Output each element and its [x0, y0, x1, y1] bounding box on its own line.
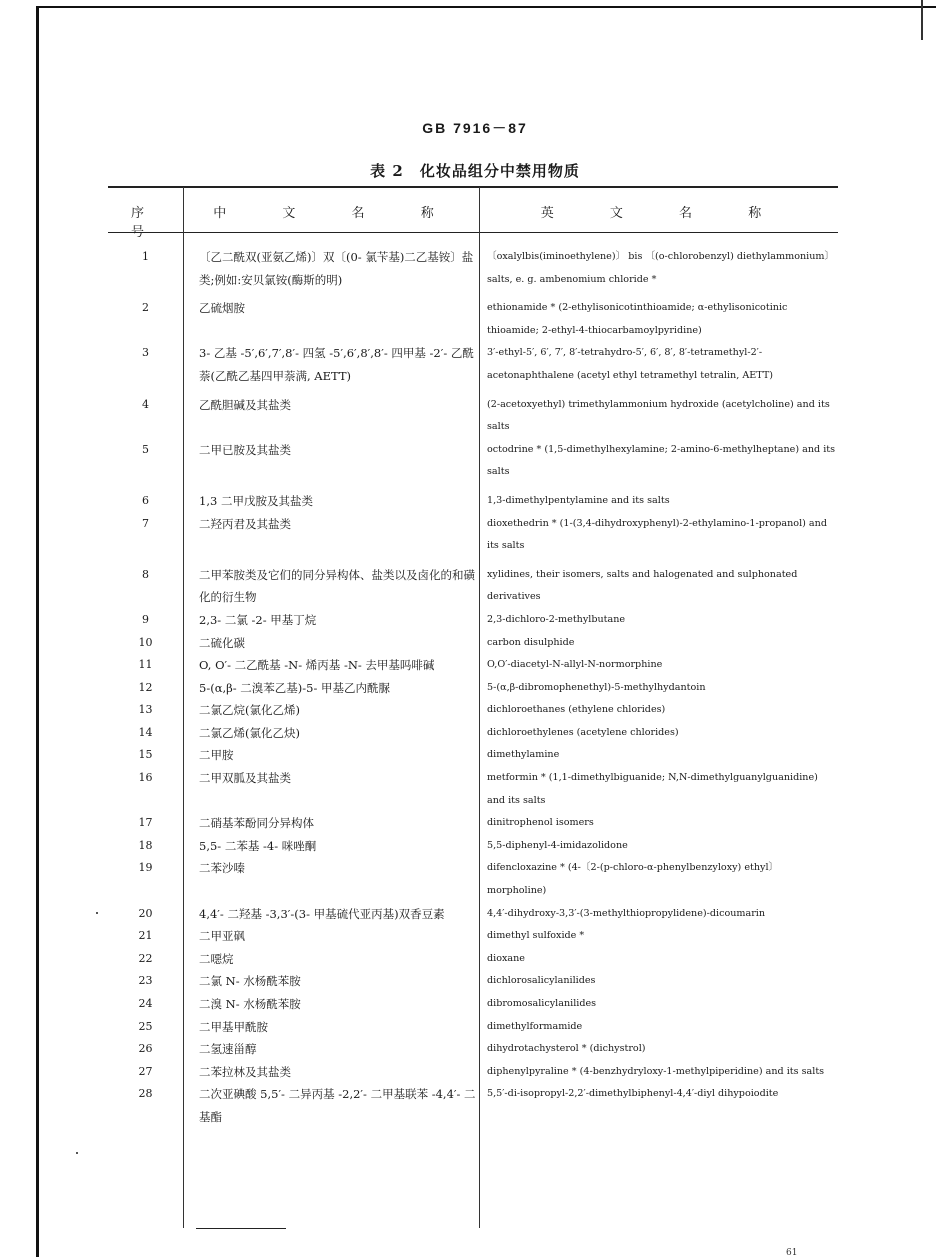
- chinese-name-cell: 二甲基甲酰胺: [199, 1019, 268, 1034]
- table-row: [108, 297, 838, 342]
- row-number: 2: [142, 301, 149, 315]
- english-name-cell: 5-(α,β-dibromophenethyl)-5-methylhydantoin: [487, 681, 706, 693]
- chinese-name-cell: 乙酰胆碱及其盐类: [199, 397, 291, 412]
- table-row: [108, 925, 838, 948]
- chinese-name-cell: 二苯拉林及其盐类: [199, 1064, 291, 1079]
- column-header-chinese-name: 中 文 名 称: [213, 206, 450, 221]
- table-row: [108, 812, 838, 835]
- english-name-cell: O,O′-diacetyl-N-allyl-N-normorphine: [487, 659, 663, 671]
- table-row: [108, 767, 838, 812]
- chinese-name-cell: 1,3 二甲戊胺及其盐类: [199, 493, 313, 508]
- english-name-cell: carbon disulphide: [487, 636, 575, 648]
- table-row: [108, 439, 838, 484]
- row-number: 24: [138, 997, 153, 1010]
- table-row: [108, 903, 838, 926]
- chinese-name-cell: 二甲双胍及其盐类: [199, 771, 291, 786]
- row-number: 28: [138, 1087, 153, 1101]
- english-name-cell: dimethyl sulfoxide *: [487, 930, 585, 942]
- english-name-cell: 5,5-diphenyl-4-imidazolidone: [487, 839, 628, 851]
- table-row: [108, 342, 838, 387]
- row-number: 26: [138, 1042, 153, 1056]
- english-name-cell: 〔oxalylbis(iminoethylene)〕 bis 〔(o-chlorobenzyl) diethylammonium〕 salts, e. g. ambenomium chloride *: [487, 251, 835, 285]
- row-number: 15: [138, 748, 153, 762]
- column-header-no: 序 号: [130, 206, 160, 240]
- table-row: [108, 632, 838, 655]
- table-row: [108, 857, 838, 902]
- table-row: [108, 1016, 838, 1039]
- row-number: 13: [138, 703, 153, 717]
- table-top-rule: [108, 186, 838, 188]
- chinese-name-cell: 二氯乙烷(氯化乙烯): [199, 703, 300, 718]
- page-number: 61: [786, 1248, 798, 1258]
- standard-code-header: GB 7916－87: [422, 120, 528, 136]
- chinese-name-cell: 二次亚碘酸 5,5′- 二异丙基 -2,2′- 二甲基联苯 -4,4′- 二基酯: [199, 1087, 476, 1124]
- english-name-cell: dichloroethanes (ethylene chlorides): [487, 704, 666, 716]
- chinese-name-cell: 二氢速甾醇: [199, 1042, 257, 1057]
- english-name-cell: dihydrotachysterol * (dichystrol): [487, 1043, 646, 1055]
- right-scan-mark: [921, 0, 923, 40]
- table-row: [108, 993, 838, 1016]
- english-name-cell: ethionamide * (2-ethylisonicotinthioamide; α-ethylisonicotinic thioamide; 2-ethyl-4-thiocarbamoylpyridine): [487, 302, 788, 336]
- english-name-cell: dimethylamine: [487, 749, 560, 761]
- chinese-name-cell: 二硝基苯酚同分异构体: [199, 816, 314, 831]
- table-row: [108, 1061, 838, 1084]
- english-name-cell: 2,3-dichloro-2-methylbutane: [487, 613, 626, 625]
- chinese-name-cell: 〔乙二酰双(亚氨乙烯)〕双〔(0- 氯苄基)二乙基铵〕盐类;例如:安贝氯铵(酶斯的明): [199, 250, 474, 287]
- left-scan-border: [36, 6, 39, 1257]
- row-number: 9: [142, 612, 149, 626]
- table-row: [108, 1038, 838, 1061]
- row-number: 18: [138, 838, 153, 852]
- chinese-name-cell: 5,5- 二苯基 -4- 咪唑酮: [199, 838, 317, 853]
- row-number: 12: [138, 680, 153, 694]
- column-header-english-name: 英 文 名 称: [540, 206, 778, 221]
- english-name-cell: difencloxazine * (4-〔2-(p-chloro-α-phenylbenzyloxy) ethyl〕 morpholine): [487, 862, 779, 897]
- chinese-name-cell: 二硫化碳: [199, 635, 245, 650]
- chinese-name-cell: 二甲苯胺类及它们的同分异构体、盐类以及卤化的和磺化的衍生物: [199, 567, 475, 605]
- english-name-cell: diphenylpyraline * (4-benzhydryloxy-1-methylpiperidine) and its salts: [487, 1065, 825, 1077]
- table-row: [108, 394, 838, 439]
- row-number: 7: [142, 516, 149, 530]
- chinese-name-cell: 3- 乙基 -5′,6′,7′,8′- 四氢 -5′,6′,8′,8′- 四甲基 -2′- 乙酰萘(乙酰乙基四甲萘满, AETT): [199, 346, 474, 383]
- chinese-name-cell: 5-(α,β- 二溴苯乙基)-5- 甲基乙内酰脲: [199, 680, 391, 695]
- english-name-cell: metformin * (1,1-dimethylbiguanide; N,N-dimethylguanylguanidine) and its salts: [487, 772, 818, 806]
- row-number: 21: [138, 929, 153, 943]
- table-row: [108, 490, 838, 513]
- substance-table-body: [108, 246, 838, 1129]
- table-row: [108, 970, 838, 993]
- english-name-cell: dioxane: [487, 952, 525, 964]
- top-scan-border: [36, 6, 936, 8]
- chinese-name-cell: 4,4′- 二羟基 -3,3′-(3- 甲基硫代亚丙基)双香豆素: [199, 906, 445, 921]
- english-name-cell: 4,4′-dihydroxy-3,3′-(3-methylthiopropylidene)-dicoumarin: [487, 907, 766, 919]
- row-number: 25: [138, 1019, 153, 1033]
- chinese-name-cell: 2,3- 二氯 -2- 甲基丁烷: [199, 612, 317, 627]
- row-number: 11: [138, 658, 153, 672]
- table-row: [108, 699, 838, 722]
- english-name-cell: 5,5′-di-isopropyl-2,2′-dimethylbiphenyl-4,4′-diyl dihypoiodite: [487, 1088, 779, 1100]
- scan-speck: [76, 1152, 78, 1154]
- table-header-rule: [108, 232, 838, 233]
- english-name-cell: (2-acetoxyethyl) trimethylammonium hydroxide (acetylcholine) and its salts: [487, 398, 830, 433]
- english-name-cell: 3′-ethyl-5′, 6′, 7′, 8′-tetrahydro-5′, 6′, 8′, 8′-tetramethyl-2′-acetonaphthalene (acetyl ethyl tetramethyl tetralin, AETT): [487, 347, 773, 381]
- chinese-name-cell: 二甲胺: [199, 748, 234, 763]
- table-row: [108, 744, 838, 767]
- chinese-name-cell: 乙硫烟胺: [199, 301, 245, 316]
- row-number: 1: [142, 250, 149, 263]
- english-name-cell: dinitrophenol isomers: [487, 817, 594, 829]
- table-row: [108, 564, 838, 609]
- english-name-cell: dichlorosalicylanilides: [487, 975, 596, 987]
- english-name-cell: dibromosalicylanilides: [487, 998, 597, 1009]
- table-bottom-rule: [196, 1228, 286, 1229]
- english-name-cell: 1,3-dimethylpentylamine and its salts: [487, 494, 670, 506]
- table-row: [108, 677, 838, 700]
- table-row: [108, 1083, 838, 1128]
- row-number: 27: [138, 1064, 153, 1078]
- english-name-cell: octodrine * (1,5-dimethylhexylamine; 2-amino-6-methylheptane) and its salts: [487, 443, 836, 478]
- scan-speck: [96, 912, 98, 914]
- row-number: 19: [138, 861, 153, 875]
- row-number: 10: [138, 635, 153, 649]
- row-number: 17: [138, 816, 153, 830]
- table-row: [108, 835, 838, 858]
- english-name-cell: dioxethedrin * (1-(3,4-dihydroxyphenyl)-2-ethylamino-1-propanol) and its salts: [487, 517, 827, 552]
- chinese-name-cell: 二氯 N- 水杨酰苯胺: [199, 974, 301, 989]
- table-row: [108, 609, 838, 632]
- chinese-name-cell: 二苯沙嗪: [199, 861, 245, 876]
- table-title: 表 2 化妆品组分中禁用物质: [370, 162, 580, 180]
- row-number: 23: [138, 974, 153, 988]
- table-row: [108, 722, 838, 745]
- row-number: 14: [138, 725, 153, 739]
- table-row: [108, 948, 838, 971]
- row-number: 8: [142, 567, 149, 581]
- table-row: [108, 654, 838, 677]
- chinese-name-cell: 二溴 N- 水杨酰苯胺: [199, 997, 301, 1011]
- row-number: 4: [142, 397, 149, 411]
- row-number: 3: [142, 346, 149, 360]
- row-number: 16: [138, 771, 153, 785]
- chinese-name-cell: 二噁烷: [199, 951, 234, 966]
- chinese-name-cell: 二羟丙君及其盐类: [199, 516, 291, 531]
- row-number: 22: [138, 951, 153, 965]
- chinese-name-cell: 二甲亚砜: [199, 929, 245, 944]
- table-row: [108, 246, 838, 291]
- english-name-cell: xylidines, their isomers, salts and halogenated and sulphonated derivatives: [487, 568, 798, 603]
- row-number: 20: [138, 906, 153, 920]
- chinese-name-cell: 二氯乙烯(氯化乙炔): [199, 725, 300, 740]
- english-name-cell: dichloroethylenes (acetylene chlorides): [487, 726, 679, 738]
- chinese-name-cell: 二甲已胺及其盐类: [199, 442, 291, 457]
- english-name-cell: dimethylformamide: [487, 1020, 583, 1032]
- table-row: [108, 513, 838, 558]
- row-number: 5: [142, 442, 149, 456]
- chinese-name-cell: O, O′- 二乙酰基 -N- 烯丙基 -N- 去甲基吗啡碱: [199, 658, 435, 673]
- row-number: 6: [142, 493, 149, 507]
